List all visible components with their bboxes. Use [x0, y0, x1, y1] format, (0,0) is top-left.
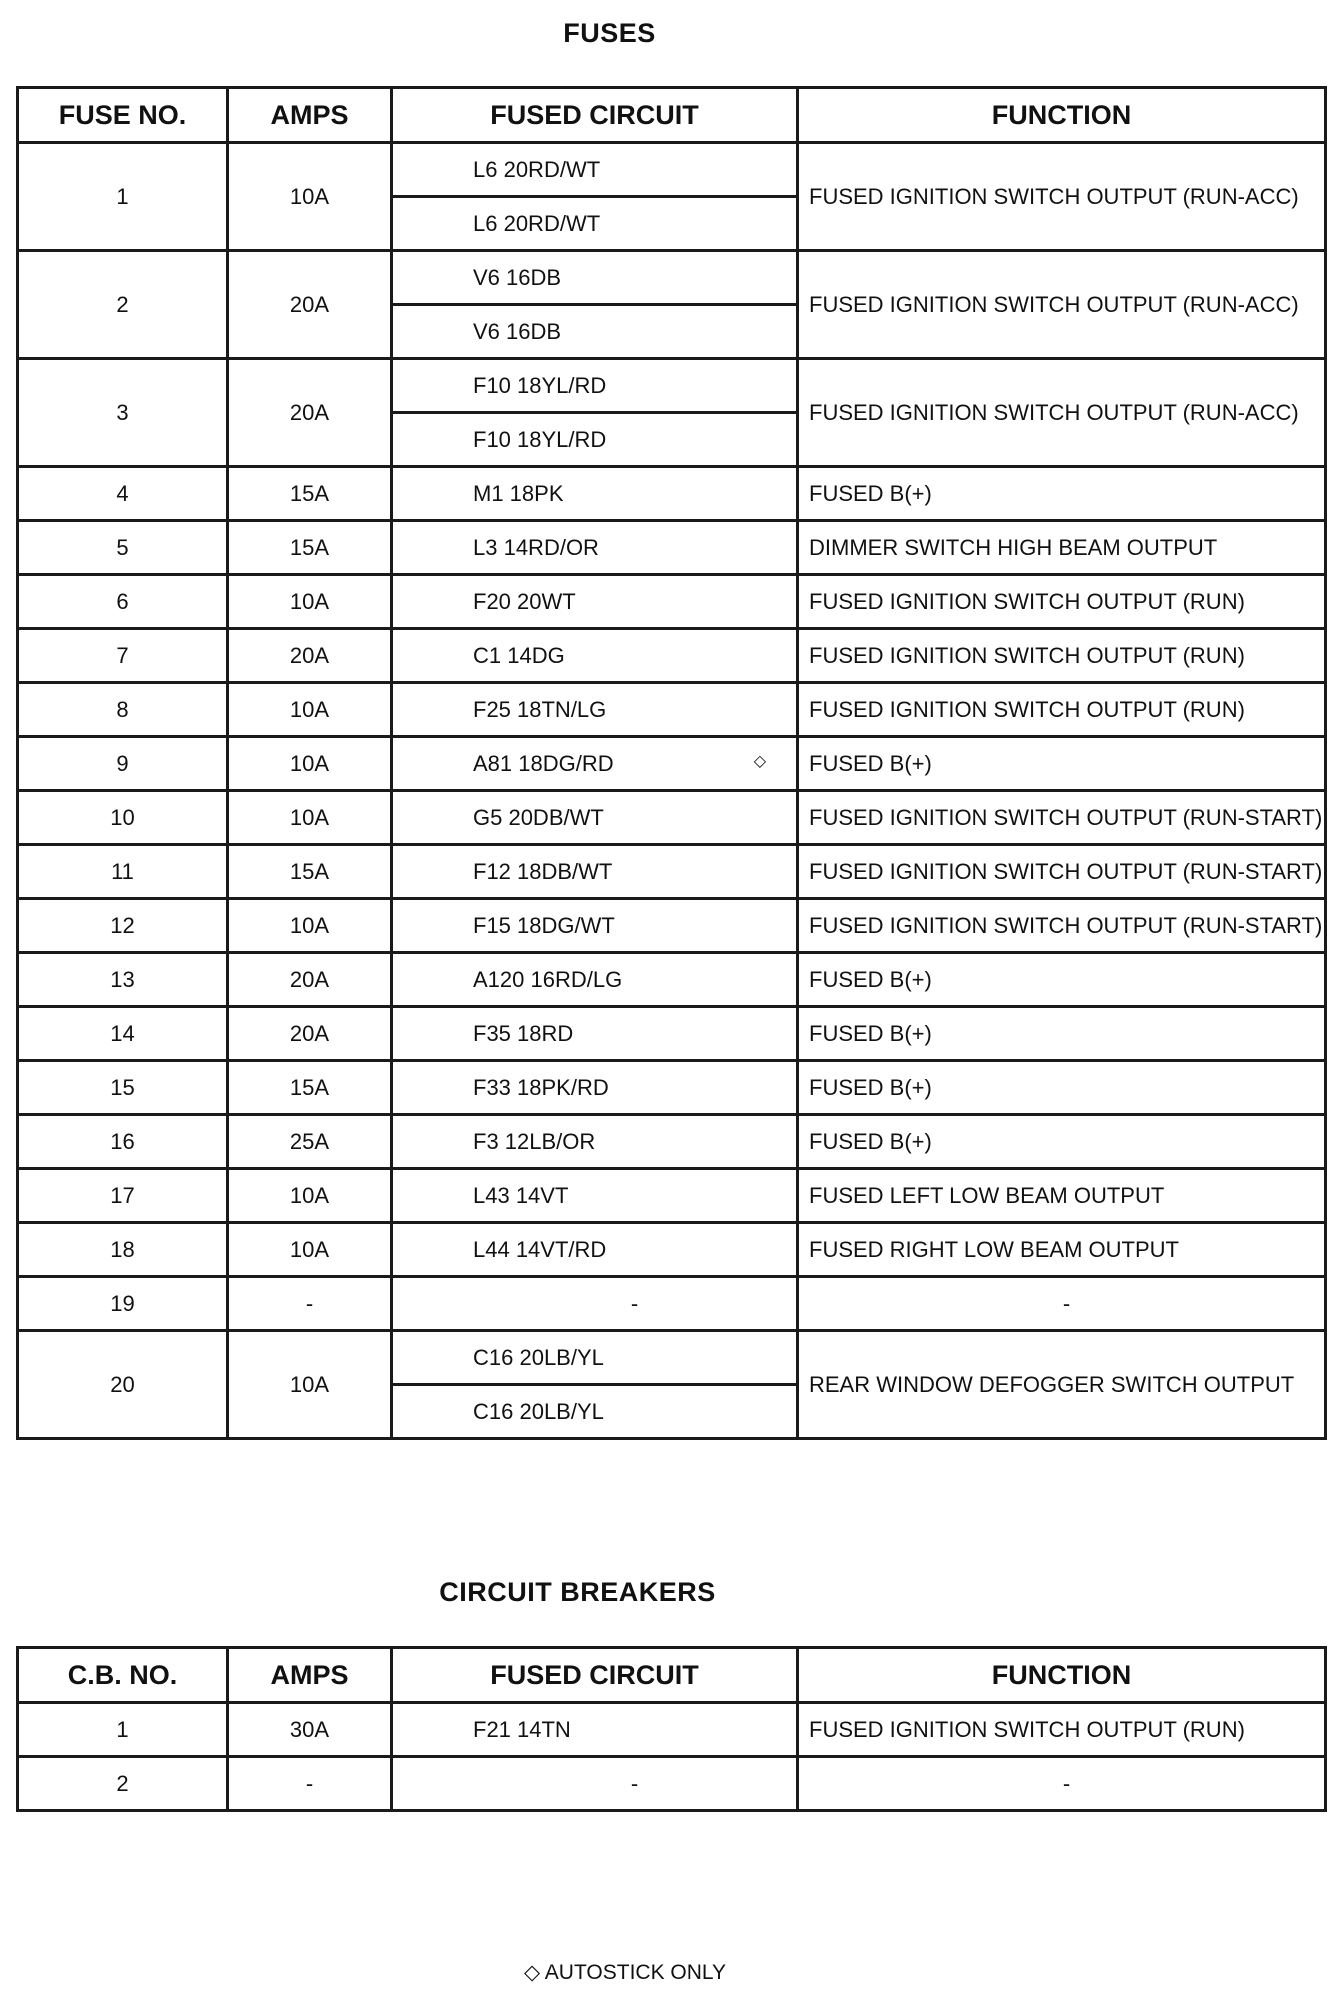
row-number: 6 [18, 575, 228, 629]
header-function: FUNCTION [798, 1648, 1326, 1703]
circuit-breakers-title: CIRCUIT BREAKERS [439, 1577, 716, 1607]
row-amps: 10A [228, 737, 392, 791]
row-function: REAR WINDOW DEFOGGER SWITCH OUTPUT [798, 1331, 1326, 1439]
table-row [18, 1115, 1326, 1169]
row-fused-circuit: A81 18DG/RD ◇ [392, 737, 798, 791]
row-fused-circuit: L3 14RD/OR [392, 521, 798, 575]
header-amps: AMPS [228, 88, 392, 143]
row-number: 20 [18, 1331, 228, 1439]
row-number: 18 [18, 1223, 228, 1277]
row-function: - [798, 1757, 1326, 1811]
row-fused-circuit: F21 14TN [392, 1703, 798, 1757]
circuit-breakers-table [16, 1646, 1327, 1812]
row-number: 15 [18, 1061, 228, 1115]
row-number: 16 [18, 1115, 228, 1169]
row-function: FUSED LEFT LOW BEAM OUTPUT [798, 1169, 1326, 1223]
header-amps: AMPS [228, 1648, 392, 1703]
table-row [18, 737, 1326, 791]
row-fused-circuit: L43 14VT [392, 1169, 798, 1223]
row-function: - [798, 1277, 1326, 1331]
row-amps: 10A [228, 791, 392, 845]
row-amps: 20A [228, 251, 392, 359]
row-fused-circuit: F3 12LB/OR [392, 1115, 798, 1169]
row-function: FUSED IGNITION SWITCH OUTPUT (RUN-ACC) [798, 251, 1326, 359]
fuses-body [18, 143, 1326, 1439]
table-row [18, 467, 1326, 521]
row-fused-circuit: F20 20WT [392, 575, 798, 629]
row-fused-circuit: F25 18TN/LG [392, 683, 798, 737]
fuses-header-row [18, 88, 1326, 143]
header-fused-circuit: FUSED CIRCUIT [392, 88, 798, 143]
row-amps: 15A [228, 1061, 392, 1115]
row-fused-circuit: F35 18RD [392, 1007, 798, 1061]
row-number: 19 [18, 1277, 228, 1331]
row-number: 5 [18, 521, 228, 575]
row-amps: 20A [228, 953, 392, 1007]
table-row [18, 1757, 1326, 1811]
row-number: 11 [18, 845, 228, 899]
row-number: 14 [18, 1007, 228, 1061]
row-function: FUSED IGNITION SWITCH OUTPUT (RUN) [798, 683, 1326, 737]
row-number: 3 [18, 359, 228, 467]
row-number: 13 [18, 953, 228, 1007]
table-row [18, 1223, 1326, 1277]
row-number: 10 [18, 791, 228, 845]
row-fused-circuit: F10 18YL/RD [392, 413, 798, 467]
autostick-legend: ◇ AUTOSTICK ONLY [523, 1961, 727, 1984]
row-fused-circuit: - [392, 1277, 798, 1331]
row-amps: 20A [228, 629, 392, 683]
autostick-marker-icon: ◇ [753, 752, 766, 770]
table-row [18, 683, 1326, 737]
table-row [18, 1007, 1326, 1061]
row-function: FUSED IGNITION SWITCH OUTPUT (RUN) [798, 1703, 1326, 1757]
table-row [18, 575, 1326, 629]
row-function: FUSED IGNITION SWITCH OUTPUT (RUN-START) [798, 899, 1326, 953]
row-function: FUSED B(+) [798, 737, 1326, 791]
row-fused-circuit: F33 18PK/RD [392, 1061, 798, 1115]
row-amps: 10A [228, 1169, 392, 1223]
table-row [18, 791, 1326, 845]
row-amps: 10A [228, 575, 392, 629]
row-fused-circuit: C1 14DG [392, 629, 798, 683]
row-function: FUSED B(+) [798, 1115, 1326, 1169]
table-row [18, 1703, 1326, 1757]
row-amps: 10A [228, 143, 392, 251]
fuses-table [16, 86, 1327, 1440]
table-row [18, 1061, 1326, 1115]
row-amps: 10A [228, 683, 392, 737]
row-amps: 30A [228, 1703, 392, 1757]
table-row [18, 521, 1326, 575]
row-fused-circuit: M1 18PK [392, 467, 798, 521]
row-function: FUSED IGNITION SWITCH OUTPUT (RUN-START) [798, 845, 1326, 899]
row-amps: 15A [228, 467, 392, 521]
row-fused-circuit: F12 18DB/WT [392, 845, 798, 899]
row-amps: - [228, 1277, 392, 1331]
row-fused-circuit: C16 20LB/YL [392, 1331, 798, 1385]
table-row [18, 899, 1326, 953]
row-function: FUSED IGNITION SWITCH OUTPUT (RUN-START) [798, 791, 1326, 845]
cb-header-row [18, 1648, 1326, 1703]
row-amps: - [228, 1757, 392, 1811]
table-row [18, 953, 1326, 1007]
table-row [18, 1169, 1326, 1223]
row-fused-circuit: V6 16DB [392, 251, 798, 305]
table-row [18, 251, 1326, 305]
table-row [18, 1331, 1326, 1385]
row-fused-circuit: G5 20DB/WT [392, 791, 798, 845]
row-number: 17 [18, 1169, 228, 1223]
row-function: FUSED IGNITION SWITCH OUTPUT (RUN) [798, 629, 1326, 683]
row-number: 12 [18, 899, 228, 953]
row-fused-circuit: L6 20RD/WT [392, 197, 798, 251]
row-fused-circuit: L6 20RD/WT [392, 143, 798, 197]
table-row [18, 629, 1326, 683]
row-number: 1 [18, 143, 228, 251]
header-fused-circuit: FUSED CIRCUIT [392, 1648, 798, 1703]
row-fused-circuit: F10 18YL/RD [392, 359, 798, 413]
row-amps: 10A [228, 1223, 392, 1277]
header-fuse-no: FUSE NO. [18, 88, 228, 143]
row-number: 1 [18, 1703, 228, 1757]
row-amps: 20A [228, 1007, 392, 1061]
row-fused-circuit: C16 20LB/YL [392, 1385, 798, 1439]
table-row [18, 1277, 1326, 1331]
header-function: FUNCTION [798, 88, 1326, 143]
row-function: FUSED B(+) [798, 1061, 1326, 1115]
fuses-title: FUSES [563, 18, 656, 48]
row-number: 8 [18, 683, 228, 737]
table-row [18, 359, 1326, 413]
row-amps: 25A [228, 1115, 392, 1169]
row-amps: 20A [228, 359, 392, 467]
row-number: 2 [18, 1757, 228, 1811]
circuit-breakers-body [18, 1703, 1326, 1811]
row-function: FUSED B(+) [798, 953, 1326, 1007]
row-amps: 10A [228, 899, 392, 953]
row-function: FUSED B(+) [798, 467, 1326, 521]
row-fused-circuit: F15 18DG/WT [392, 899, 798, 953]
row-function: FUSED IGNITION SWITCH OUTPUT (RUN) [798, 575, 1326, 629]
row-amps: 15A [228, 845, 392, 899]
row-number: 9 [18, 737, 228, 791]
row-function: FUSED IGNITION SWITCH OUTPUT (RUN-ACC) [798, 359, 1326, 467]
row-function: FUSED B(+) [798, 1007, 1326, 1061]
row-fused-circuit: A120 16RD/LG [392, 953, 798, 1007]
table-row [18, 845, 1326, 899]
row-amps: 10A [228, 1331, 392, 1439]
header-cb-no: C.B. NO. [18, 1648, 228, 1703]
row-fused-circuit: L44 14VT/RD [392, 1223, 798, 1277]
row-number: 7 [18, 629, 228, 683]
row-function: DIMMER SWITCH HIGH BEAM OUTPUT [798, 521, 1326, 575]
row-function: FUSED RIGHT LOW BEAM OUTPUT [798, 1223, 1326, 1277]
row-fused-circuit: - [392, 1757, 798, 1811]
row-fused-circuit: V6 16DB [392, 305, 798, 359]
row-number: 4 [18, 467, 228, 521]
table-row [18, 143, 1326, 197]
row-function: FUSED IGNITION SWITCH OUTPUT (RUN-ACC) [798, 143, 1326, 251]
row-amps: 15A [228, 521, 392, 575]
row-number: 2 [18, 251, 228, 359]
